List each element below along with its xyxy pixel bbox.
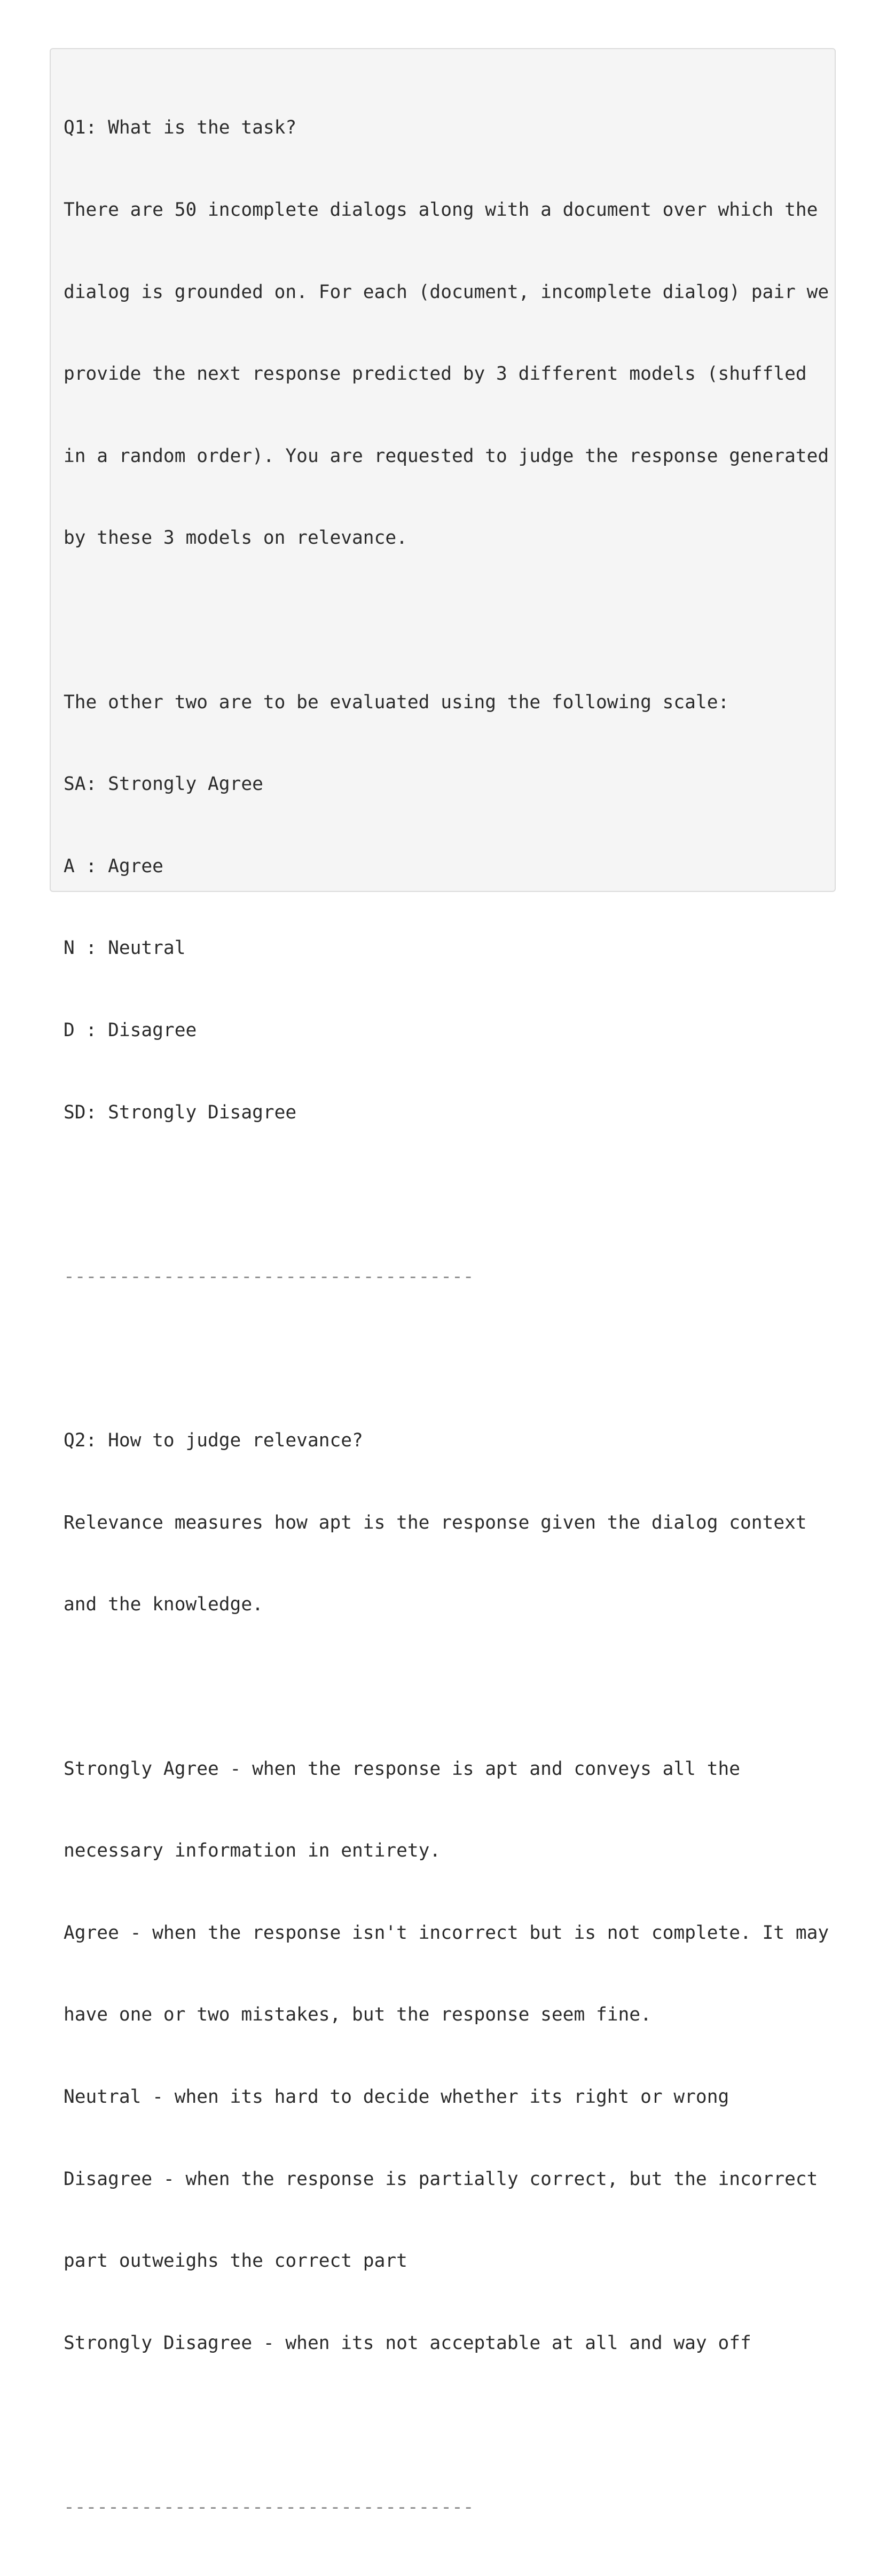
criterion-agree: have one or two mistakes, but the response seem fine.	[64, 2004, 651, 2026]
dashed-divider: -------------------------------------	[64, 1265, 474, 1287]
q1-body-line: in a random order). You are requested to judge the response generated	[64, 445, 829, 467]
criterion-strongly-disagree: Strongly Disagree - when its not acceptable at all and way off	[64, 2332, 751, 2354]
criterion-disagree: Disagree - when the response is partially correct, but the incorrect	[64, 2168, 818, 2190]
dashed-divider: -------------------------------------	[64, 2496, 474, 2518]
scale-item-sa: SA: Strongly Agree	[64, 773, 263, 795]
blank-line	[64, 1181, 829, 1208]
code-block-panel	[50, 48, 836, 2518]
criterion-strongly-agree: Strongly Agree - when the response is apt and conveys all the	[64, 1758, 741, 1780]
scale-item-sd: SD: Strongly Disagree	[64, 1101, 297, 1123]
q1-body-line: by these 3 models on relevance.	[64, 527, 407, 549]
scale-item-a: A : Agree	[64, 855, 163, 877]
criterion-agree: Agree - when the response isn't incorrect but is not complete. It may	[64, 1922, 829, 1944]
blank-line	[64, 607, 829, 634]
criterion-disagree: part outweighs the correct part	[64, 2250, 407, 2272]
blank-line	[64, 1673, 829, 1701]
criterion-neutral: Neutral - when its hard to decide whether its right or wrong	[64, 2086, 729, 2108]
q2-body-line: and the knowledge.	[64, 1594, 263, 1616]
q1-body-line: dialog is grounded on. For each (document, incomplete dialog) pair we	[64, 281, 829, 303]
blank-line	[64, 1345, 829, 1373]
q1-body-line: There are 50 incomplete dialogs along with a document over which the	[64, 199, 818, 221]
scale-item-n: N : Neutral	[64, 937, 186, 959]
scale-intro: The other two are to be evaluated using the following scale:	[64, 691, 729, 713]
q2-heading: Q2: How to judge relevance?	[64, 1430, 363, 1452]
criterion-strongly-agree: necessary information in entirety.	[64, 1840, 441, 1862]
scale-item-d: D : Disagree	[64, 1020, 197, 1042]
code-block-text	[64, 60, 829, 2576]
blank-line	[64, 2411, 829, 2439]
q1-heading: Q1: What is the task?	[64, 117, 297, 139]
q1-body-line: provide the next response predicted by 3 different models (shuffled	[64, 363, 807, 385]
q2-body-line: Relevance measures how apt is the response given the dialog context	[64, 1512, 807, 1533]
